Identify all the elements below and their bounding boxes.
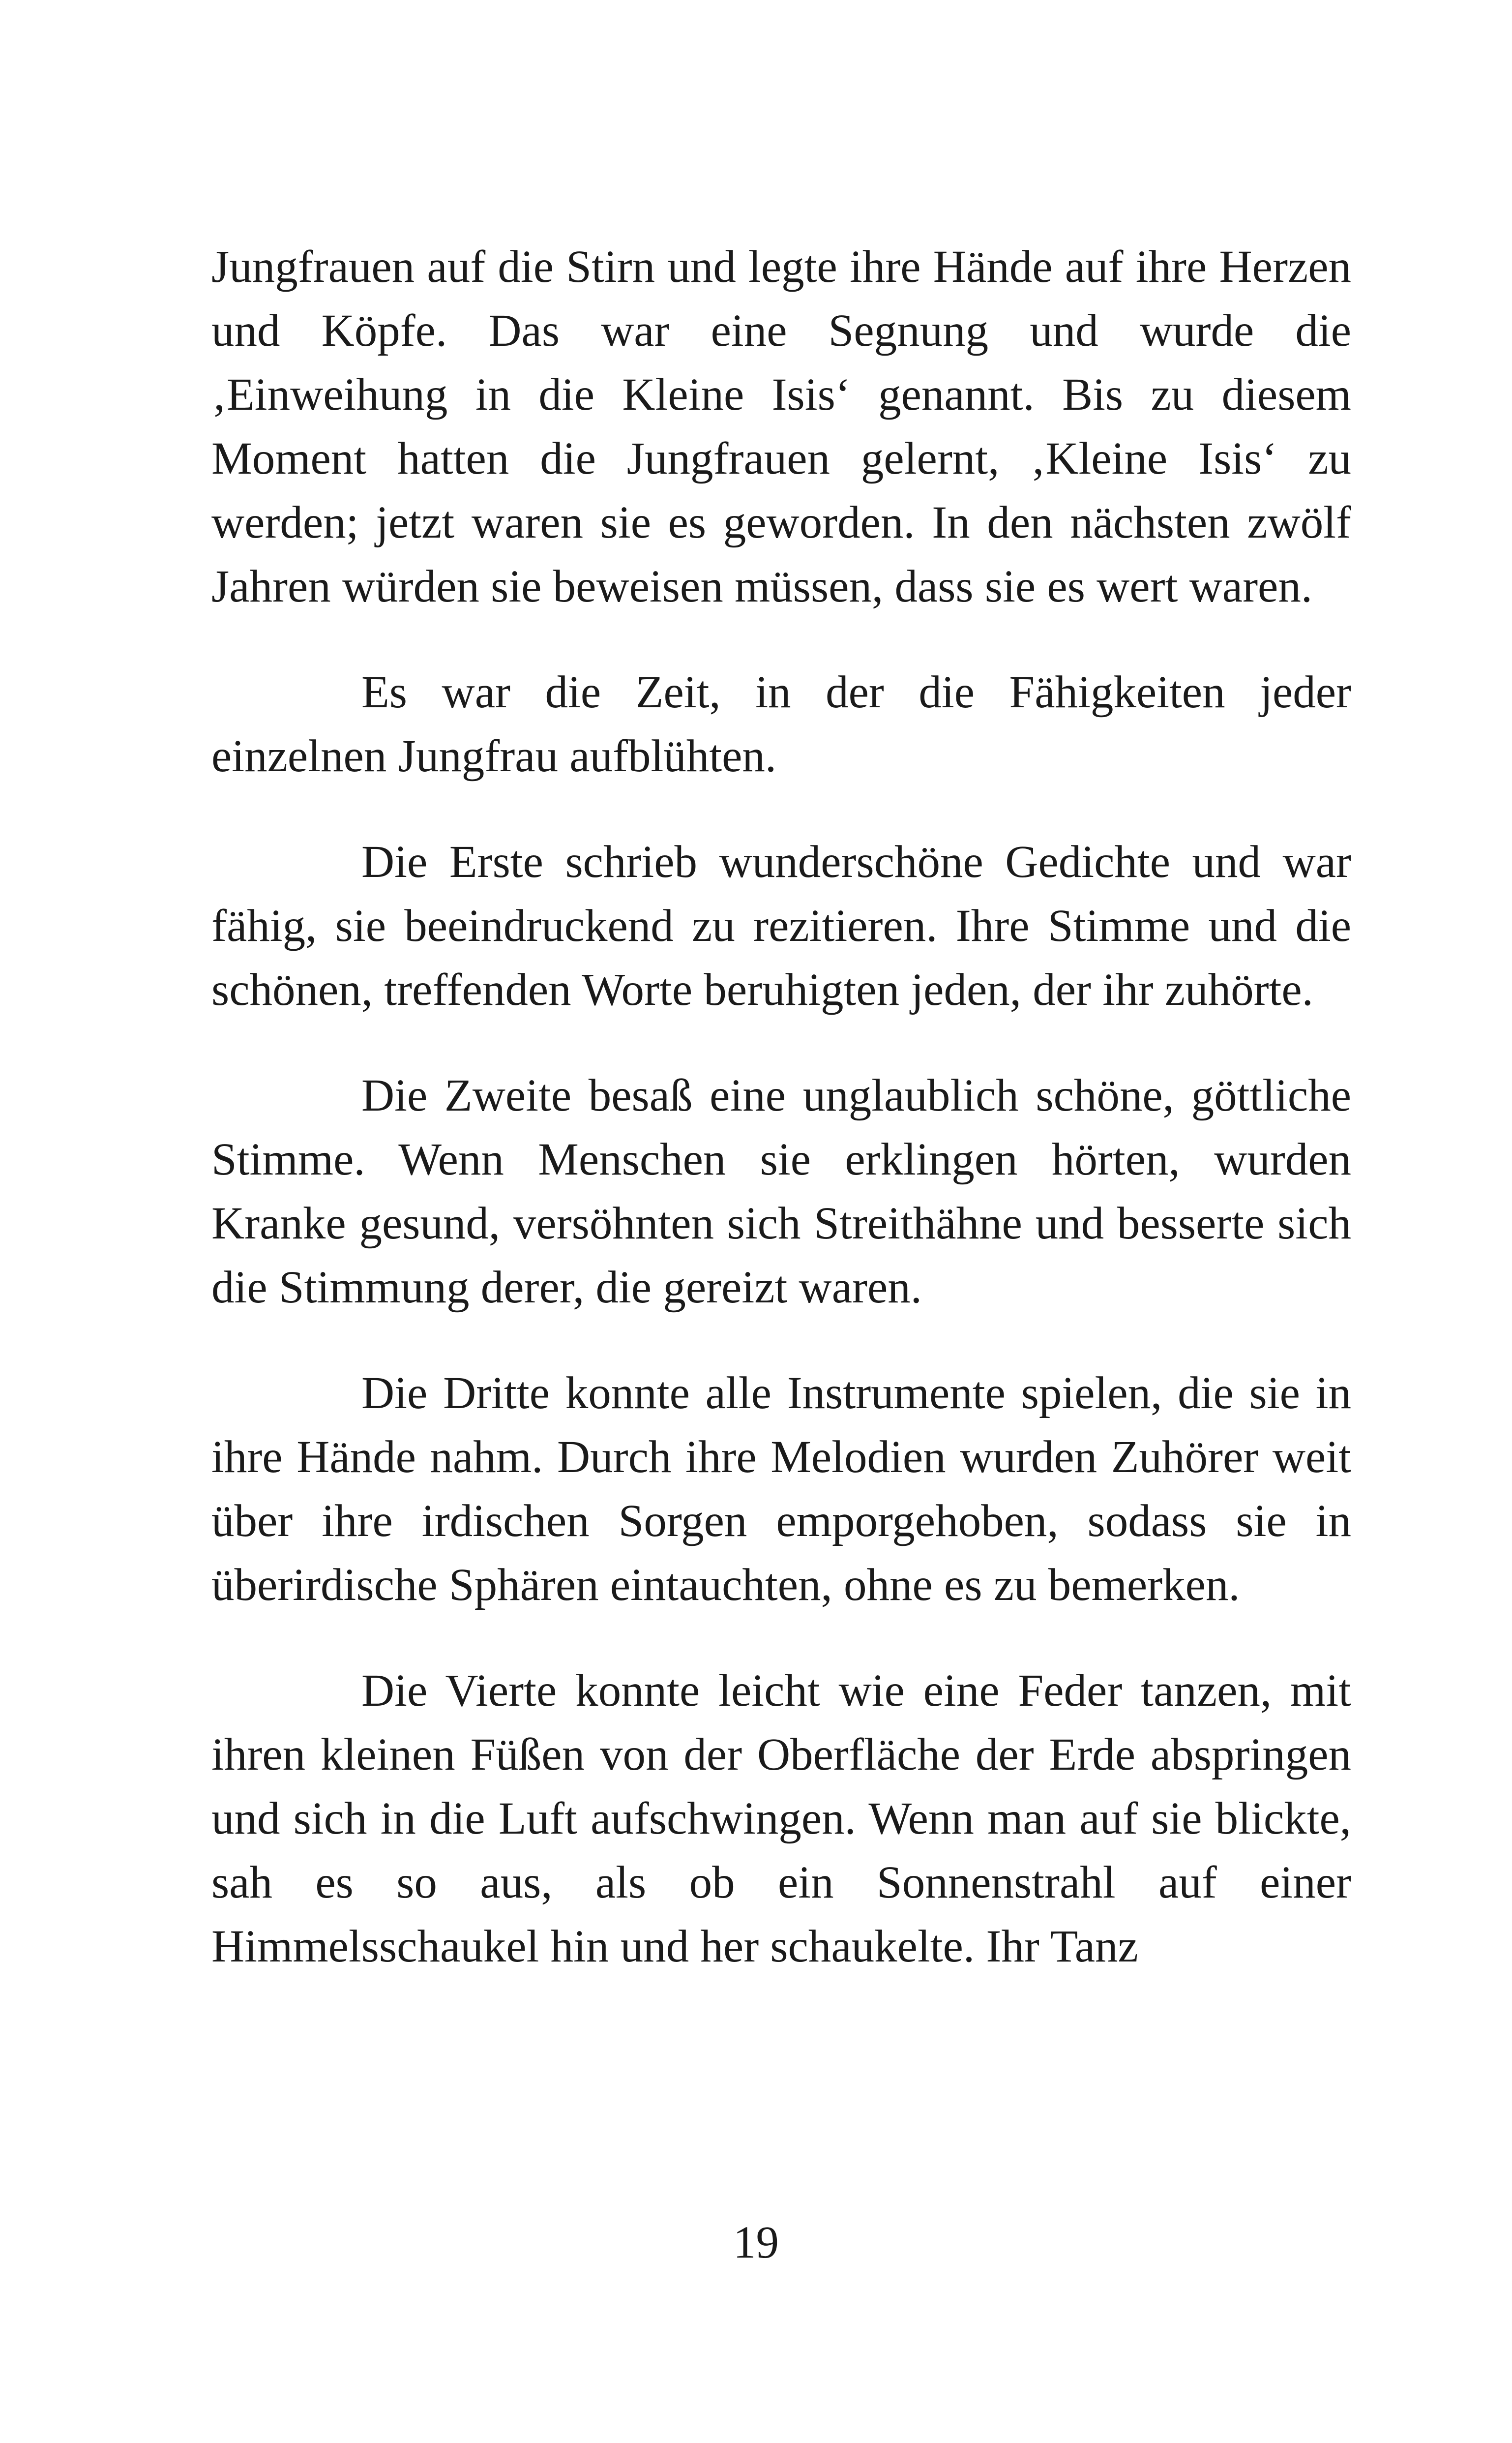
paragraph-second-maiden: Die Zweite besaß eine unglaublich schöne, göttliche Stimme. Wenn Menschen sie erklingen hörten, wurden Kranke gesund, versöhnten sich Streithähne und besserte sich die Stimmung derer, die gereizt waren. — [211, 1070, 1351, 1313]
paragraph-first-maiden: Die Erste schrieb wunderschöne Gedichte und war fähig, sie beeindruckend zu rezitieren. Ihre Stimme und die schönen, treffenden Worte beruhigten jeden, der ihr zuhörte. — [211, 837, 1351, 1015]
paragraph-third-maiden: Die Dritte konnte alle Instrumente spielen, die sie in ihre Hände nahm. Durch ihre Melodien wurden Zuhörer weit über ihre irdischen Sorgen emporgehoben, sodass sie in überirdische Sphären eintauchten, ohne es zu bemerken. — [211, 1368, 1351, 1610]
page-number: 19 — [733, 2217, 779, 2268]
paragraph-fourth-maiden: Die Vierte konnte leicht wie eine Feder tanzen, mit ihren kleinen Füßen von der Oberfläche der Erde abspringen und sich in die Luft aufschwingen. Wenn man auf sie blickte, sah es so aus, als ob ein Sonnenstrahl auf einer Himmelsschaukel hin und her schaukelte. Ihr Tanz — [211, 1665, 1351, 1972]
paragraph-abilities: Es war die Zeit, in der die Fähigkeiten jeder einzelnen Jungfrau aufblühten. — [211, 667, 1351, 782]
paragraph-continuation: Jungfrauen auf die Stirn und legte ihre Hände auf ihre Herzen und Köpfe. Das war eine Segnung und wurde die ‚Einweihung in die Kleine Isis‘ genannt. Bis zu diesem Moment hatten die Jungfrauen gelernt, ‚Kleine Isis‘ zu werden; jetzt waren sie es geworden. In den nächsten zwölf Jahren würden sie beweisen müssen, dass sie es wert waren. — [211, 241, 1351, 612]
body-text — [211, 235, 1351, 1979]
